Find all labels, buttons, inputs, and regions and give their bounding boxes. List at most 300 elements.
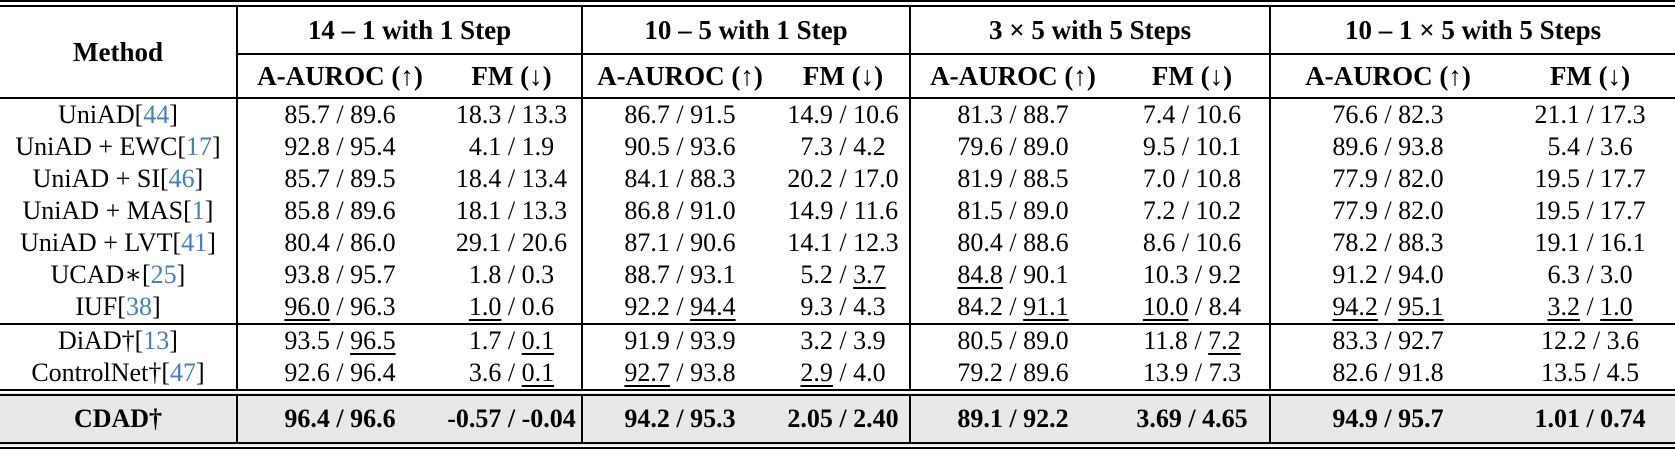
fm-value-cell: 7.2 / 10.2 xyxy=(1142,196,1242,225)
group-header-14-1: 14 – 1 with 1 Step xyxy=(237,4,582,55)
fm-value-cell: 14.9 / 11.6 xyxy=(787,196,899,225)
value-first: 7.4 xyxy=(1142,100,1176,129)
auroc-value-cell: 90.5 / 93.6 xyxy=(582,131,777,163)
auroc-value-cell: 81.9 / 88.5 xyxy=(910,163,1115,195)
auroc-value-cell: 93.5 / 96.5 xyxy=(237,324,442,357)
method-cell xyxy=(0,324,237,357)
citation-bracket: ] xyxy=(207,228,216,257)
fm-value-cell: 18.4 / 13.4 xyxy=(455,164,568,193)
value-second: 94.4 xyxy=(690,292,736,321)
method-cell xyxy=(0,259,237,291)
method-name: UCAD∗ xyxy=(50,260,142,289)
auroc-value-cell: 79.6 / 89.0 xyxy=(910,131,1115,163)
value-first: 1.0 xyxy=(468,292,502,321)
value-first: 76.6 xyxy=(1332,100,1378,129)
value-second: 7.2 xyxy=(1208,326,1241,355)
method-name: DiAD† xyxy=(58,326,135,355)
value-second: 89.0 xyxy=(1023,326,1069,355)
value-second: 12.3 xyxy=(853,228,899,257)
auroc-header-3: A-AUROC (↑) xyxy=(910,54,1115,98)
citation-link[interactable]: 41 xyxy=(181,228,208,257)
auroc-value-cell: 96.4 / 96.6 xyxy=(237,393,442,446)
value-second: 10.6 xyxy=(1195,228,1242,257)
auroc-value-cell: 92.8 / 95.4 xyxy=(237,131,442,163)
value-first: 13.5 xyxy=(1540,358,1587,387)
value-first: 94.2 xyxy=(1332,292,1378,321)
citation-bracket: [ xyxy=(161,358,170,387)
auroc-value-cell: 86.7 / 91.5 xyxy=(582,98,777,131)
group-header-row xyxy=(0,4,1675,55)
value-second: 82.3 xyxy=(1398,100,1444,129)
group-header-10-1x5: 10 – 1 × 5 with 5 Steps xyxy=(1270,4,1675,55)
value-second: 9.2 xyxy=(1208,260,1242,289)
value-first: 1.7 xyxy=(468,326,502,355)
fm-value-cell: 19.1 / 16.1 xyxy=(1534,228,1646,257)
value-second: 17.7 xyxy=(1600,196,1646,225)
value-second: 13.3 xyxy=(521,100,568,129)
fm-value-cell: 1.0 / 0.6 xyxy=(468,292,555,321)
method-cell xyxy=(0,393,237,446)
table-row xyxy=(0,98,1675,131)
citation-bracket: [ xyxy=(117,292,126,321)
value-first: 7.0 xyxy=(1142,164,1176,193)
value-second: 10.6 xyxy=(853,100,899,129)
fm-value-cell: 19.5 / 17.7 xyxy=(1534,196,1646,225)
fm-value-cell: 4.1 / 1.9 xyxy=(468,132,555,161)
value-second: 89.6 xyxy=(350,100,396,129)
citation-bracket: [ xyxy=(134,326,144,355)
value-second: 3.6 xyxy=(1606,326,1640,355)
fm-value-cell: 11.8 / 7.2 xyxy=(1115,324,1270,357)
value-first: 84.1 xyxy=(624,164,670,193)
value-first: 78.2 xyxy=(1332,228,1378,257)
value-second: 88.6 xyxy=(1023,228,1069,257)
citation-bracket: ] xyxy=(151,292,161,321)
table-row xyxy=(0,393,1675,446)
value-second: 94.0 xyxy=(1398,260,1444,289)
fm-value-cell: -0.57 / -0.04 xyxy=(442,393,582,446)
citation-link[interactable]: 1 xyxy=(191,196,205,225)
value-second: 17.3 xyxy=(1600,100,1646,129)
method-name: UniAD + LVT xyxy=(20,228,173,257)
citation-link[interactable]: 25 xyxy=(150,260,177,289)
value-first: -0.57 xyxy=(447,404,502,433)
fm-value-cell: 18.1 / 13.3 xyxy=(455,196,568,225)
table-row xyxy=(0,259,1675,291)
citation-bracket: [ xyxy=(160,164,169,193)
value-first: 29.1 xyxy=(455,228,502,257)
citation-bracket: [ xyxy=(177,132,186,161)
fm-value-cell: 3.2 / 3.9 xyxy=(777,324,910,357)
value-second: 3.7 xyxy=(853,260,886,289)
value-first: 83.3 xyxy=(1332,326,1378,355)
value-second: 0.74 xyxy=(1600,404,1646,433)
fm-value-cell: 7.0 / 10.8 xyxy=(1142,164,1242,193)
value-first: 4.1 xyxy=(468,132,502,161)
value-second: 3.9 xyxy=(853,326,886,355)
method-cell xyxy=(0,98,237,131)
auroc-value-cell: 80.5 / 89.0 xyxy=(910,324,1115,357)
table-row xyxy=(0,291,1675,324)
value-second: 93.9 xyxy=(690,326,736,355)
auroc-value-cell: 77.9 / 82.0 xyxy=(1270,195,1505,227)
value-first: 9.5 xyxy=(1142,132,1176,161)
value-second: 88.5 xyxy=(1023,164,1069,193)
fm-value-cell: 14.9 / 10.6 xyxy=(787,100,899,129)
value-first: 85.7 xyxy=(284,100,330,129)
value-first: 1.8 xyxy=(468,260,502,289)
auroc-value-cell: 83.3 / 92.7 xyxy=(1270,324,1505,357)
auroc-value-cell: 85.7 / 89.5 xyxy=(237,163,442,195)
method-cell xyxy=(0,291,237,324)
auroc-value-cell: 81.3 / 88.7 xyxy=(910,98,1115,131)
value-second: 17.0 xyxy=(853,164,899,193)
fm-header-3: FM (↓) xyxy=(1115,54,1270,98)
value-first: 10.0 xyxy=(1142,292,1189,321)
method-column-header: Method xyxy=(0,4,237,99)
fm-value-cell: 9.3 / 4.3 xyxy=(800,292,886,321)
fm-value-cell: 3.69 / 4.65 xyxy=(1115,393,1270,446)
method-cell xyxy=(0,195,237,227)
value-second: 82.0 xyxy=(1398,196,1444,225)
value-first: 13.9 xyxy=(1142,358,1189,387)
value-second: 82.0 xyxy=(1398,164,1444,193)
value-second: 20.6 xyxy=(521,228,568,257)
auroc-value-cell: 94.2 / 95.3 xyxy=(582,393,777,446)
fm-header-1: FM (↓) xyxy=(442,54,582,98)
value-second: 91.8 xyxy=(1398,358,1444,387)
method-cell xyxy=(0,163,237,195)
auroc-value-cell: 91.9 / 93.9 xyxy=(582,324,777,357)
auroc-value-cell: 80.4 / 88.6 xyxy=(910,227,1115,259)
value-first: 79.6 xyxy=(957,132,1003,161)
value-first: 91.2 xyxy=(1332,260,1378,289)
fm-value-cell: 2.9 / 4.0 xyxy=(800,358,886,387)
citation-bracket: ] xyxy=(211,132,221,161)
fm-value-cell: 3.2 / 1.0 xyxy=(1547,292,1633,321)
value-first: 89.1 xyxy=(957,404,1003,433)
fm-value-cell: 7.4 / 10.6 xyxy=(1142,100,1242,129)
value-first: 5.2 xyxy=(800,260,833,289)
citation-bracket: ] xyxy=(204,196,214,225)
table-row xyxy=(0,324,1675,357)
citation-bracket: [ xyxy=(134,100,144,129)
auroc-value-cell: 87.1 / 90.6 xyxy=(582,227,777,259)
value-second: 8.4 xyxy=(1208,292,1242,321)
citation-bracket: ] xyxy=(194,164,204,193)
value-first: 87.1 xyxy=(624,228,670,257)
value-first: 84.2 xyxy=(957,292,1003,321)
value-second: 13.3 xyxy=(521,196,568,225)
citation-link[interactable]: 38 xyxy=(125,292,152,321)
value-second: 0.1 xyxy=(521,358,555,387)
table-row xyxy=(0,163,1675,195)
fm-value-cell: 1.8 / 0.3 xyxy=(468,260,555,289)
fm-value-cell: 13.9 / 7.3 xyxy=(1142,358,1242,387)
value-first: 5.4 xyxy=(1547,132,1580,161)
table-row xyxy=(0,357,1675,393)
method-name: IUF xyxy=(75,292,118,321)
value-first: 81.5 xyxy=(957,196,1003,225)
value-second: 95.3 xyxy=(690,404,736,433)
auroc-value-cell: 91.2 / 94.0 xyxy=(1270,259,1505,291)
value-second: 4.2 xyxy=(853,132,886,161)
fm-header-2: FM (↓) xyxy=(777,54,910,98)
auroc-value-cell: 84.2 / 91.1 xyxy=(910,291,1115,324)
auroc-value-cell: 84.8 / 90.1 xyxy=(910,259,1115,291)
value-first: 7.2 xyxy=(1142,196,1176,225)
value-second: 96.3 xyxy=(350,292,396,321)
auroc-value-cell: 81.5 / 89.0 xyxy=(910,195,1115,227)
value-first: 14.1 xyxy=(787,228,833,257)
value-second: 10.6 xyxy=(1195,100,1242,129)
value-second: 91.1 xyxy=(1023,292,1069,321)
value-first: 94.2 xyxy=(624,404,670,433)
value-second: 91.5 xyxy=(690,100,736,129)
value-second: 1.9 xyxy=(521,132,555,161)
value-first: 96.4 xyxy=(284,404,330,433)
auroc-value-cell: 94.9 / 95.7 xyxy=(1270,393,1505,446)
value-second: 89.6 xyxy=(350,196,396,225)
value-second: 0.3 xyxy=(521,260,555,289)
value-first: 3.2 xyxy=(800,326,833,355)
fm-value-cell: 13.5 / 4.5 xyxy=(1540,358,1640,387)
value-first: 2.05 xyxy=(787,404,833,433)
citation-link[interactable]: 47 xyxy=(170,358,196,387)
method-cell xyxy=(0,357,237,393)
value-second: 86.0 xyxy=(350,228,396,257)
value-second: 3.6 xyxy=(1600,132,1633,161)
value-second: 93.8 xyxy=(1398,132,1444,161)
fm-value-cell: 3.6 / 0.1 xyxy=(468,358,555,387)
value-second: 90.6 xyxy=(690,228,736,257)
value-first: 85.8 xyxy=(284,196,330,225)
value-second: 4.65 xyxy=(1202,404,1248,433)
fm-value-cell: 8.6 / 10.6 xyxy=(1142,228,1242,257)
value-first: 1.01 xyxy=(1534,404,1580,433)
citation-bracket: ] xyxy=(169,326,178,355)
fm-header-4: FM (↓) xyxy=(1505,54,1675,98)
value-first: 18.3 xyxy=(455,100,502,129)
value-first: 86.8 xyxy=(624,196,670,225)
auroc-header-1: A-AUROC (↑) xyxy=(237,54,442,98)
value-second: 4.5 xyxy=(1606,358,1640,387)
value-first: 19.5 xyxy=(1534,164,1580,193)
value-second: 3.0 xyxy=(1600,260,1633,289)
method-name: UniAD + SI xyxy=(32,164,160,193)
fm-value-cell: 5.4 / 3.6 xyxy=(1547,132,1633,161)
value-second: 7.3 xyxy=(1208,358,1242,387)
auroc-value-cell: 93.8 / 95.7 xyxy=(237,259,442,291)
value-first: 96.0 xyxy=(284,292,330,321)
value-first: 85.7 xyxy=(284,164,330,193)
value-first: 14.9 xyxy=(787,100,833,129)
value-second: 95.1 xyxy=(1398,292,1444,321)
value-first: 77.9 xyxy=(1332,164,1378,193)
value-second: 91.0 xyxy=(690,196,736,225)
citation-link[interactable]: 17 xyxy=(185,132,212,161)
auroc-value-cell: 88.7 / 93.1 xyxy=(582,259,777,291)
fm-value-cell: 1.7 / 0.1 xyxy=(442,324,582,357)
value-second: 88.3 xyxy=(1398,228,1444,257)
value-first: 6.3 xyxy=(1547,260,1580,289)
fm-value-cell: 29.1 / 20.6 xyxy=(455,228,568,257)
method-name: UniAD + EWC xyxy=(15,132,178,161)
value-first: 91.9 xyxy=(624,326,670,355)
value-first: 92.6 xyxy=(284,358,330,387)
value-second: 2.40 xyxy=(853,404,899,433)
auroc-value-cell: 92.6 / 96.4 xyxy=(237,357,442,393)
value-first: 3.6 xyxy=(468,358,502,387)
value-first: 11.8 xyxy=(1143,326,1188,355)
value-first: 21.1 xyxy=(1534,100,1580,129)
value-second: 93.6 xyxy=(690,132,736,161)
value-first: 80.4 xyxy=(284,228,330,257)
table-row xyxy=(0,227,1675,259)
value-second: 89.5 xyxy=(350,164,396,193)
value-first: 92.7 xyxy=(624,358,670,387)
citation-link[interactable]: 46 xyxy=(168,164,195,193)
value-first: 93.5 xyxy=(284,326,330,355)
fm-value-cell: 5.2 / 3.7 xyxy=(800,260,886,289)
value-second: 93.1 xyxy=(690,260,736,289)
value-second: 10.8 xyxy=(1195,164,1242,193)
value-first: 77.9 xyxy=(1332,196,1378,225)
citation-bracket: ] xyxy=(176,260,186,289)
value-second: 0.1 xyxy=(521,326,555,355)
value-second: 96.6 xyxy=(350,404,396,433)
fm-value-cell: 12.2 / 3.6 xyxy=(1505,324,1675,357)
citation-bracket: [ xyxy=(142,260,151,289)
value-second: 95.4 xyxy=(350,132,396,161)
value-first: 92.8 xyxy=(284,132,330,161)
auroc-value-cell: 79.2 / 89.6 xyxy=(910,357,1115,393)
method-name: UniAD xyxy=(58,100,135,129)
citation-link[interactable]: 44 xyxy=(143,100,170,129)
citation-bracket: ] xyxy=(169,100,178,129)
table-row xyxy=(0,131,1675,163)
fm-value-cell: 19.5 / 17.7 xyxy=(1534,164,1646,193)
value-second: 96.4 xyxy=(350,358,396,387)
citation-bracket: [ xyxy=(183,196,192,225)
value-second: 4.3 xyxy=(853,292,886,321)
value-first: 18.4 xyxy=(455,164,502,193)
auroc-value-cell: 94.2 / 95.1 xyxy=(1270,291,1505,324)
value-second: 17.7 xyxy=(1600,164,1646,193)
value-first: 8.6 xyxy=(1142,228,1176,257)
method-name: ControlNet† xyxy=(31,358,162,387)
value-first: 81.3 xyxy=(957,100,1003,129)
value-first: 19.1 xyxy=(1534,228,1580,257)
value-second: 88.3 xyxy=(690,164,736,193)
value-first: 80.5 xyxy=(957,326,1003,355)
auroc-value-cell: 80.4 / 86.0 xyxy=(237,227,442,259)
value-second: 89.0 xyxy=(1023,132,1069,161)
method-name: CDAD† xyxy=(73,404,163,433)
value-second: -0.04 xyxy=(521,404,576,433)
value-second: 0.6 xyxy=(521,292,555,321)
citation-link[interactable]: 13 xyxy=(143,326,170,355)
value-first: 88.7 xyxy=(624,260,670,289)
value-first: 18.1 xyxy=(455,196,502,225)
value-first: 81.9 xyxy=(957,164,1003,193)
auroc-value-cell: 76.6 / 82.3 xyxy=(1270,98,1505,131)
value-second: 90.1 xyxy=(1023,260,1069,289)
value-second: 89.6 xyxy=(1023,358,1069,387)
fm-value-cell: 1.01 / 0.74 xyxy=(1505,393,1675,446)
auroc-value-cell: 77.9 / 82.0 xyxy=(1270,163,1505,195)
value-first: 14.9 xyxy=(787,196,834,225)
value-first: 19.5 xyxy=(1534,196,1580,225)
auroc-value-cell: 89.1 / 92.2 xyxy=(910,393,1115,446)
citation-bracket: [ xyxy=(172,228,182,257)
value-first: 10.3 xyxy=(1142,260,1189,289)
value-second: 89.0 xyxy=(1023,196,1069,225)
value-second: 13.4 xyxy=(521,164,568,193)
value-first: 2.9 xyxy=(800,358,833,387)
value-first: 80.4 xyxy=(957,228,1003,257)
auroc-value-cell: 92.2 / 94.4 xyxy=(582,291,777,324)
fm-value-cell: 7.3 / 4.2 xyxy=(800,132,886,161)
value-first: 9.3 xyxy=(800,292,833,321)
value-first: 94.9 xyxy=(1332,404,1378,433)
fm-value-cell: 14.1 / 12.3 xyxy=(787,228,899,257)
value-second: 1.0 xyxy=(1600,292,1633,321)
value-first: 7.3 xyxy=(800,132,833,161)
auroc-header-4: A-AUROC (↑) xyxy=(1270,54,1505,98)
value-first: 84.8 xyxy=(957,260,1003,289)
value-second: 93.8 xyxy=(690,358,736,387)
auroc-value-cell: 82.6 / 91.8 xyxy=(1270,357,1505,393)
value-first: 3.69 xyxy=(1136,404,1182,433)
auroc-value-cell: 96.0 / 96.3 xyxy=(237,291,442,324)
auroc-value-cell: 86.8 / 91.0 xyxy=(582,195,777,227)
auroc-value-cell: 89.6 / 93.8 xyxy=(1270,131,1505,163)
value-second: 11.6 xyxy=(853,196,899,225)
method-cell xyxy=(0,131,237,163)
table-body xyxy=(0,98,1675,446)
fm-value-cell: 18.3 / 13.3 xyxy=(455,100,568,129)
value-second: 10.1 xyxy=(1195,132,1242,161)
fm-value-cell: 9.5 / 10.1 xyxy=(1142,132,1242,161)
value-first: 79.2 xyxy=(957,358,1003,387)
method-name: UniAD + MAS xyxy=(22,196,184,225)
value-first: 12.2 xyxy=(1540,326,1587,355)
fm-value-cell: 10.3 / 9.2 xyxy=(1142,260,1242,289)
value-second: 10.2 xyxy=(1195,196,1242,225)
subheader-row xyxy=(0,54,1675,98)
value-second: 16.1 xyxy=(1600,228,1646,257)
value-second: 92.2 xyxy=(1023,404,1069,433)
auroc-value-cell: 78.2 / 88.3 xyxy=(1270,227,1505,259)
method-cell xyxy=(0,227,237,259)
group-header-3x5: 3 × 5 with 5 Steps xyxy=(910,4,1270,55)
value-second: 96.5 xyxy=(350,326,396,355)
auroc-value-cell: 85.7 / 89.6 xyxy=(237,98,442,131)
auroc-value-cell: 92.7 / 93.8 xyxy=(582,357,777,393)
value-first: 3.2 xyxy=(1547,292,1580,321)
auroc-value-cell: 85.8 / 89.6 xyxy=(237,195,442,227)
auroc-header-2: A-AUROC (↑) xyxy=(582,54,777,98)
value-first: 89.6 xyxy=(1332,132,1378,161)
auroc-value-cell: 84.1 / 88.3 xyxy=(582,163,777,195)
fm-value-cell: 2.05 / 2.40 xyxy=(777,393,910,446)
value-second: 4.0 xyxy=(853,358,886,387)
value-second: 95.7 xyxy=(350,260,396,289)
table-row xyxy=(0,195,1675,227)
citation-bracket: ] xyxy=(196,358,205,387)
value-second: 95.7 xyxy=(1398,404,1444,433)
